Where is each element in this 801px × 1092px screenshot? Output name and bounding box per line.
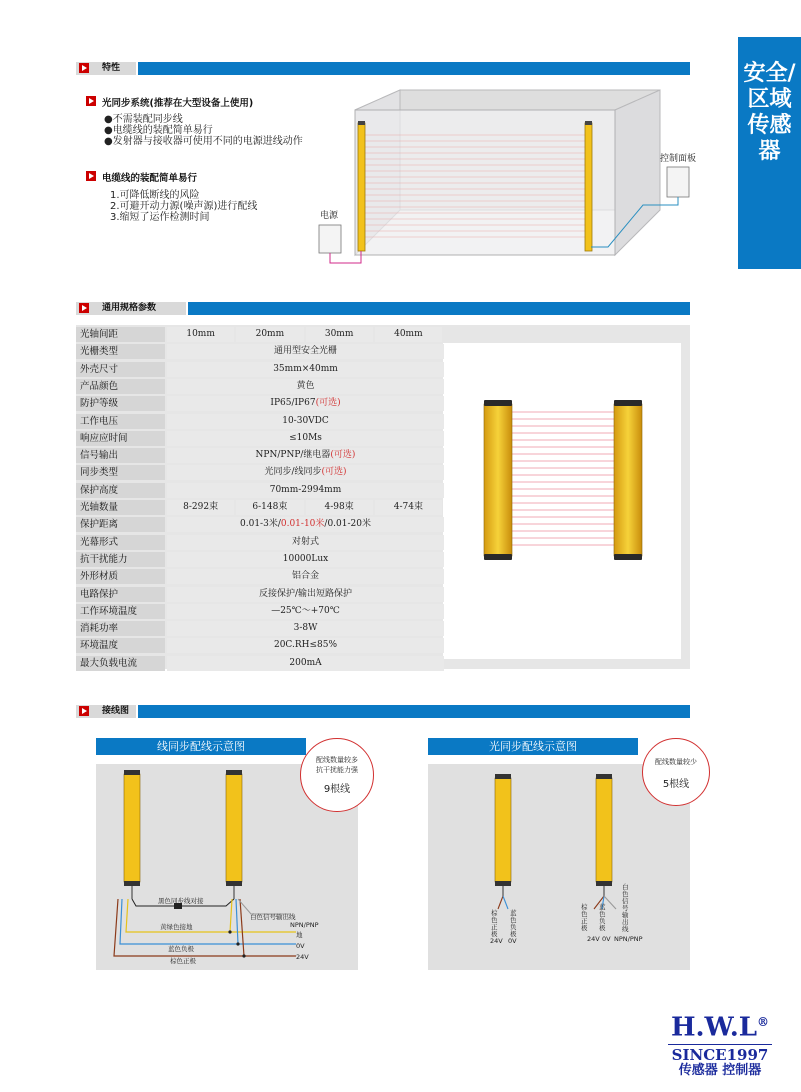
badge-line: 抗干扰能力强	[316, 766, 358, 774]
spec-row	[76, 535, 446, 550]
spec-cell: 6-148束	[236, 500, 303, 515]
arrow-icon	[86, 96, 96, 106]
spec-value-text: NPN/PNP/继电器	[255, 450, 331, 461]
spec-value-text: 对射式	[291, 536, 319, 547]
spec-label: 保护高度	[76, 483, 165, 498]
wire-label-sync: 黑色同步线对接	[158, 897, 204, 905]
feature-title-1: 光同步系统(推荐在大型设备上使用)	[102, 98, 254, 109]
feature-title-2: 电缆线的装配简单易行	[102, 173, 198, 184]
spec-row	[76, 431, 446, 446]
wire-label-npn-r: NPN/PNP	[614, 935, 643, 943]
spec-value	[167, 379, 444, 394]
spec-value-text: 35mm×40mm	[273, 363, 338, 374]
wiring-left-badge	[300, 738, 374, 812]
badge-line: 9根线	[323, 784, 351, 795]
spec-value-text: 黄色	[296, 380, 315, 391]
spec-label: 抗干扰能力	[76, 552, 165, 567]
spec-cell: 8-292束	[167, 500, 234, 515]
spec-value	[167, 396, 444, 411]
wire-label-24v-r2: 24V	[587, 935, 600, 943]
side-category-tab	[738, 37, 801, 269]
spec-label: 光轴间距	[76, 327, 165, 342]
spec-value	[167, 638, 444, 653]
feature-item: ●不需装配同步线	[104, 114, 183, 125]
feature-item: 3.缩短了运作检测时间	[110, 212, 210, 223]
spec-value-text: 20C.RH≤85%	[273, 640, 338, 651]
spec-label: 环境温度	[76, 638, 165, 653]
wire-label-0v-r2: 0V	[602, 935, 611, 943]
spec-row	[76, 396, 446, 411]
spec-label: 防护等级	[76, 396, 165, 411]
side-tab-text	[738, 61, 801, 165]
spec-cell: 30mm	[306, 327, 373, 342]
spec-value	[167, 344, 444, 359]
badge-line: 配线数量较少	[655, 758, 697, 766]
arrow-icon	[79, 63, 89, 73]
spec-cell: 10mm	[167, 327, 234, 342]
side-tab-line: 传感器	[747, 113, 792, 164]
logo-tagline: 传感器 控制器	[678, 1062, 762, 1078]
spec-row	[76, 656, 446, 671]
spec-row	[76, 379, 446, 394]
spec-row	[76, 483, 446, 498]
spec-value	[167, 621, 444, 636]
badge-line: 5根线	[662, 779, 690, 790]
spec-value-text: 反接保护/输出短路保护	[258, 588, 353, 599]
side-tab-line: 区域	[747, 87, 792, 112]
spec-row	[76, 638, 446, 653]
spec-row	[76, 569, 446, 584]
spec-value-text: —25℃～+70℃	[271, 605, 340, 616]
feature-list-2	[110, 190, 257, 223]
spec-label: 最大负载电流	[76, 656, 165, 671]
spec-label: 光轴数量	[76, 500, 165, 515]
badge-line: 配线数量较多	[316, 756, 358, 764]
spec-label: 工作环境温度	[76, 604, 165, 619]
wire-label-brown-r: 棕色正极	[491, 909, 498, 938]
spec-value	[167, 448, 444, 463]
spec-value-text: 通用型安全光栅	[273, 346, 337, 357]
spec-value	[167, 552, 444, 567]
spec-label: 光幕形式	[76, 535, 165, 550]
spec-row	[76, 327, 446, 342]
wire-label-0v: 0V	[296, 942, 305, 950]
wiring-right-title: 光同步配线示意图	[428, 738, 638, 755]
wire-label-ground: 地	[296, 931, 303, 939]
wire-label-24v: 24V	[296, 953, 309, 961]
spec-value-text: ≤10Ms	[289, 432, 322, 443]
light-curtain-installation-illustration	[315, 85, 710, 275]
feature-item: ●电缆线的装配简单易行	[104, 125, 213, 136]
spec-optional-note: (可选)	[330, 450, 356, 461]
spec-value	[167, 587, 444, 602]
spec-label: 产品颜色	[76, 379, 165, 394]
logo-since: SINCE1997	[668, 1044, 772, 1063]
wire-label-blue-r2: 蓝色负极	[599, 903, 606, 932]
spec-row	[76, 621, 446, 636]
spec-row	[76, 465, 446, 480]
spec-value-text: 3-8W	[293, 623, 318, 634]
section-bar-wiring	[76, 705, 690, 718]
wire-label-brown-r2: 棕色正极	[581, 903, 588, 932]
spec-value-text: 10000Lux	[282, 553, 329, 564]
spec-row	[76, 587, 446, 602]
spec-value	[167, 569, 444, 584]
side-tab-line: 安全/	[743, 61, 796, 86]
spec-optional-note: (可选)	[321, 467, 347, 478]
light-curtain-product-image	[478, 398, 648, 566]
arrow-icon	[79, 303, 89, 313]
section-bar-features	[76, 62, 690, 75]
wire-label-npn: NPN/PNP	[290, 921, 319, 929]
spec-label: 消耗功率	[76, 621, 165, 636]
spec-label: 保护距离	[76, 517, 165, 532]
spec-value-part: /0.01-20米	[324, 519, 371, 530]
spec-label: 电路保护	[76, 587, 165, 602]
spec-label: 光栅类型	[76, 344, 165, 359]
spec-row	[76, 604, 446, 619]
spec-value-text: 铝合金	[291, 571, 319, 582]
spec-label: 信号输出	[76, 448, 165, 463]
section-title-wiring: 接线图	[102, 706, 130, 716]
spec-label: 外壳尺寸	[76, 362, 165, 377]
arrow-icon	[79, 706, 89, 716]
spec-label: 响应应时间	[76, 431, 165, 446]
spec-optional-note: (可选)	[315, 398, 341, 409]
wire-label-white-r: 白色信号输出线	[622, 883, 629, 933]
spec-row	[76, 552, 446, 567]
spec-value	[167, 483, 444, 498]
section-title-specs: 通用规格参数	[102, 303, 157, 313]
wiring-right-badge	[642, 738, 710, 806]
wire-label-yellow: 黄绿色接地	[160, 923, 193, 931]
arrow-icon	[86, 171, 96, 181]
spec-cell: 40mm	[375, 327, 442, 342]
section-title-features: 特性	[102, 63, 121, 73]
spec-row	[76, 517, 446, 532]
spec-row	[76, 344, 446, 359]
wire-label-blue: 蓝色负极	[168, 945, 194, 953]
spec-row	[76, 448, 446, 463]
spec-value-text: 200mA	[289, 657, 322, 668]
company-logo	[660, 1008, 780, 1079]
section-bar-specs	[76, 302, 690, 315]
registered-icon: ®	[757, 1015, 770, 1029]
wire-label-24v-r: 24V	[490, 937, 503, 945]
spec-row	[76, 500, 446, 515]
spec-value	[167, 517, 444, 532]
wiring-left-title: 线同步配线示意图	[96, 738, 306, 755]
power-label: 电源	[320, 211, 339, 221]
logo-brand: H.W.L	[670, 1012, 758, 1043]
spec-value	[167, 656, 444, 671]
spec-cell: 4-74束	[375, 500, 442, 515]
feature-item: ●发射器与接收器可使用不同的电源进线动作	[104, 136, 303, 147]
spec-label: 工作电压	[76, 414, 165, 429]
spec-value-text: 光同步/线同步	[264, 467, 322, 478]
spec-value-part: 0.01-10米	[280, 519, 325, 530]
spec-value	[167, 414, 444, 429]
spec-value	[167, 431, 444, 446]
spec-label: 同步类型	[76, 465, 165, 480]
spec-value	[167, 604, 444, 619]
spec-value-part: 0.01-3米/	[240, 519, 281, 530]
control-panel-label: 控制面板	[660, 154, 697, 164]
wire-label-blue-r: 蓝色负极	[510, 909, 517, 938]
spec-label: 外形材质	[76, 569, 165, 584]
wire-label-brown: 棕色正极	[170, 957, 196, 965]
spec-row	[76, 414, 446, 429]
spec-cell: 20mm	[236, 327, 303, 342]
spec-value-text: 70mm-2994mm	[269, 484, 342, 495]
feature-list-1	[104, 114, 303, 147]
spec-value-text: IP65/IP67	[270, 398, 316, 409]
wire-label-0v-r: 0V	[508, 937, 517, 945]
spec-cell: 4-98束	[306, 500, 373, 515]
spec-value	[167, 362, 444, 377]
feature-item: 1.可降低断线的风险	[110, 190, 200, 201]
spec-row	[76, 362, 446, 377]
spec-value	[167, 465, 444, 480]
feature-item: 2.可避开动力源(噪声源)进行配线	[110, 201, 258, 212]
spec-value-text: 10-30VDC	[282, 415, 329, 426]
wire-label-white: 白色信号输出线	[250, 913, 296, 921]
spec-value	[167, 535, 444, 550]
